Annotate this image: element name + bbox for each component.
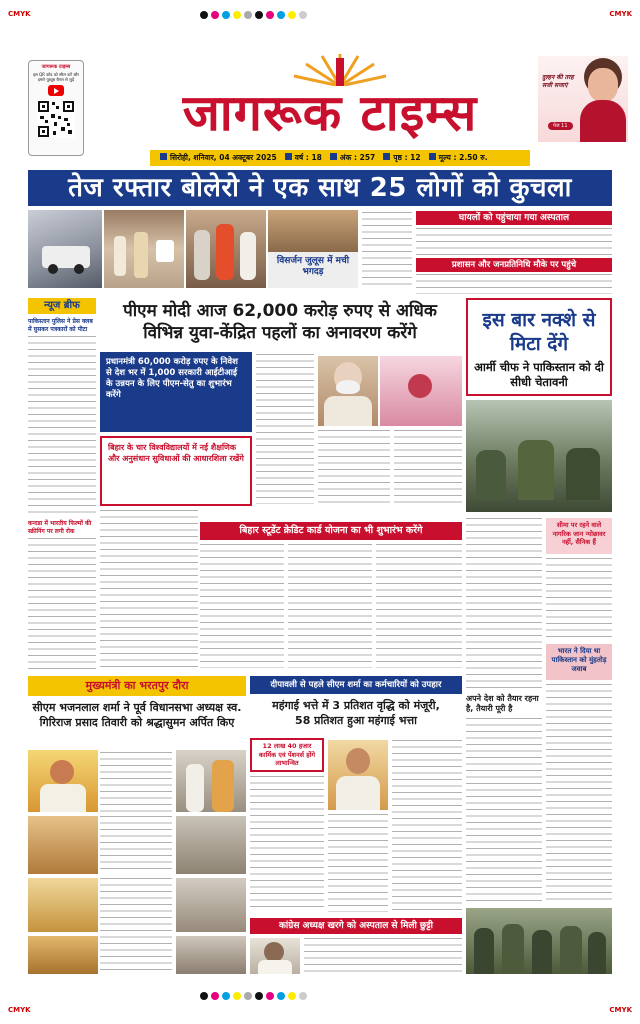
modi-blue-box: प्रधानमंत्री 60,000 करोड़ रुपए के निवेश से देश भर में 1,000 सरकारी आईटीआई के उन्नयन के लिए पीएम-सेतु का शुभारंभ करेंगे bbox=[100, 352, 252, 432]
info-year: वर्ष : 18 bbox=[285, 153, 322, 163]
qr-promo-box[interactable] bbox=[28, 60, 84, 156]
bihar-text-col3 bbox=[376, 544, 462, 668]
qr-code-icon[interactable] bbox=[37, 100, 75, 138]
army-text-col1 bbox=[466, 518, 542, 688]
lead-photo-1 bbox=[28, 210, 102, 288]
news-brief-item2-text bbox=[28, 538, 96, 670]
da-headline[interactable]: महंगाई भत्ते में 3 प्रतिशत वृद्धि को मंजूरी, 58 प्रतिशत हुआ महंगाई भत्ता bbox=[272, 699, 440, 727]
lead-subhead-2[interactable]: प्रशासन और जनप्रतिनिधि मौके पर पहुंचे bbox=[416, 258, 612, 272]
army-photo-2 bbox=[466, 908, 612, 974]
army-photo bbox=[466, 400, 612, 512]
cm-photo-7 bbox=[28, 936, 98, 974]
lead-photo-4 bbox=[268, 210, 358, 288]
modi-lower-text-col1 bbox=[100, 510, 198, 668]
print-mark-bl: CMYK bbox=[8, 1006, 31, 1014]
army-headline: इस बार नक्शे से मिटा देंगे bbox=[482, 309, 596, 355]
modi-text-col2 bbox=[318, 430, 390, 506]
cm-text-col2 bbox=[100, 816, 172, 874]
cm-photo-5 bbox=[28, 878, 98, 932]
modi-red-box: बिहार के चार विश्वविद्यालयों में नई शैक्षणिक और अनुसंधान सुविधाओं की आधारशिला रखेंगे bbox=[100, 436, 252, 506]
modi-text-col3 bbox=[394, 430, 462, 506]
info-date: सिरोही, शनिवार, 04 अक्टूबर 2025 bbox=[160, 153, 277, 163]
info-pages: पृष्ठ : 12 bbox=[383, 153, 420, 163]
cm-photo-4 bbox=[176, 816, 246, 874]
news-brief-item1-head[interactable]: पाकिस्तान पुलिस ने प्रेस क्लब में घुसकर पत्रकारों को पीटा bbox=[28, 318, 93, 333]
news-brief-item1-text bbox=[28, 336, 96, 514]
lead-headline[interactable]: तेज रफ्तार बोलेरो ने एक साथ 25 लोगों को कुचला bbox=[28, 170, 612, 206]
masthead-sunburst bbox=[290, 52, 390, 86]
cm-headline[interactable]: सीएम भजनलाल शर्मा ने पूर्व विधानसभा अध्यक्ष स्व. गिरिराज प्रसाद तिवारी को श्रद्धासुमन अर्पित किए bbox=[32, 701, 242, 729]
registration-bar-top bbox=[200, 11, 307, 19]
kharge-text bbox=[304, 938, 462, 974]
lead-sub2-text bbox=[416, 274, 612, 294]
masthead-title: जागरूक टाइम्स bbox=[182, 84, 478, 142]
da-kicker: दीपावली से पहले सीएम शर्मा का कर्मचारियों को उपहार bbox=[250, 676, 462, 694]
cm-photo-8 bbox=[176, 936, 246, 974]
modi-headline[interactable]: पीएम मोदी आज 62,000 करोड़ रुपए से अधिक विभिन्न युवा-केंद्रित पहलों का अनावरण करेंगे bbox=[123, 301, 437, 343]
registration-bar-bottom bbox=[200, 992, 307, 1000]
da-text-col2 bbox=[328, 814, 388, 912]
kharge-photo bbox=[250, 938, 300, 974]
army-tinted-quote: भारत ने दिया था पाकिस्तान को मुंहतोड़ जवाब bbox=[546, 644, 612, 680]
info-bar bbox=[150, 150, 530, 166]
lead-photo-2 bbox=[104, 210, 184, 288]
cm-photo-6 bbox=[176, 878, 246, 932]
ad-badge: पेज 11 bbox=[548, 122, 573, 130]
youtube-icon bbox=[48, 85, 64, 96]
cm-photo-2 bbox=[176, 750, 246, 812]
print-mark-tr: CMYK bbox=[609, 10, 632, 18]
news-brief-item2-head[interactable]: कनाडा में भारतीय फिल्मों की स्क्रीनिंग पर लगी रोक bbox=[28, 520, 92, 535]
da-text-col1 bbox=[250, 776, 324, 912]
modi-text-col1 bbox=[256, 354, 314, 504]
bihar-card-headline[interactable]: बिहार स्टूडेंट क्रेडिट कार्ड योजना का भी शुभारंभ करेंगे bbox=[200, 522, 462, 540]
cm-text-col3 bbox=[100, 878, 172, 974]
army-text-col2 bbox=[546, 558, 612, 640]
print-mark-br: CMYK bbox=[609, 1006, 632, 1014]
lead-inset-caption: विसर्जन जुलूस में मची भगदड़ bbox=[276, 256, 350, 277]
lead-photo-3 bbox=[186, 210, 266, 288]
modi-event-photo bbox=[380, 356, 462, 426]
print-mark-tl: CMYK bbox=[8, 10, 31, 18]
cm-kicker: मुख्यमंत्री का भरतपुर दौरा bbox=[28, 676, 246, 696]
news-brief-title: न्यूज ब्रीफ bbox=[28, 298, 96, 314]
kharge-headline[interactable]: कांग्रेस अध्यक्ष खरगे को अस्पताल से मिली छुट्टी bbox=[250, 918, 462, 934]
bihar-text-col1 bbox=[200, 544, 284, 668]
army-pink-quote: सीमा पर रहने वाले नागरिक जान न्योछावर नहीं, सैनिक हैं bbox=[546, 518, 612, 554]
army-side-text bbox=[466, 718, 542, 904]
bihar-text-col2 bbox=[288, 544, 372, 668]
army-sub: आर्मी चीफ ने पाकिस्तान को दी सीधी चेतावनी bbox=[474, 360, 604, 389]
qr-brand: जागरूक टाइम्स bbox=[41, 64, 71, 70]
da-text-col3 bbox=[392, 740, 462, 912]
qr-caption: इस QR कोड को स्कैन करें और हमारे यूट्यूब चैनल से जुड़ें bbox=[33, 72, 79, 82]
da-photo bbox=[328, 740, 388, 810]
cm-text-col1 bbox=[100, 752, 172, 812]
army-headline-box[interactable] bbox=[466, 298, 612, 396]
corner-ad[interactable] bbox=[538, 56, 628, 142]
army-side-head[interactable]: अपने देश को तैयार रहना है, तैयारी पूरी है bbox=[466, 694, 539, 713]
cm-photo-1 bbox=[28, 750, 98, 812]
info-issue: अंक : 257 bbox=[330, 153, 375, 163]
army-text-col3 bbox=[546, 684, 612, 904]
modi-photo bbox=[318, 356, 378, 426]
lead-text-col bbox=[362, 212, 412, 288]
ad-tagline: दुल्हन की तरह सजी सजाएं bbox=[542, 74, 574, 89]
cm-photo-3 bbox=[28, 816, 98, 874]
lead-sub1-text bbox=[416, 228, 612, 256]
info-price: मूल्य : 2.50 रु. bbox=[429, 153, 488, 163]
da-box: 12 लाख 40 हजार कार्मिक एवं पेंशनर्स होंगे लाभान्वित bbox=[250, 738, 324, 772]
lead-subhead-1[interactable]: घायलों को पहुंचाया गया अस्पताल bbox=[416, 211, 612, 225]
